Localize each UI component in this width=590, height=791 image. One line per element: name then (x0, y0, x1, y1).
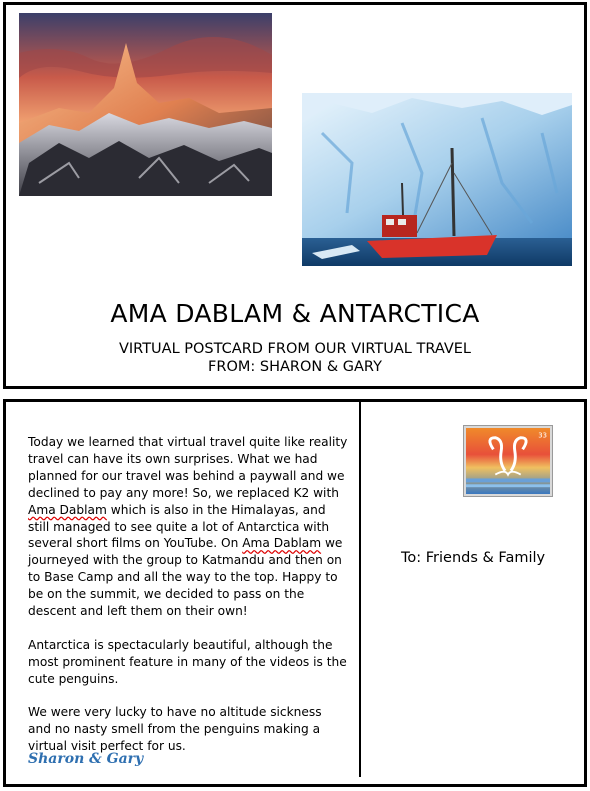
postcard-message (28, 434, 348, 772)
message-paragraph: Antarctica is spectacularly beautiful, although the most prominent feature in many of the videos is the cute penguins. (28, 637, 347, 686)
postcard-front (3, 2, 587, 389)
spellcheck-word: Ama Dablam (28, 502, 107, 517)
message-paragraph: Today we learned that virtual travel quite like reality travel can have its own surprises. What we had planned for our travel was behind a paywall and we declined to pay any more! So, we replaced K2 with Ama Dablam which is also in the Himalayas, and still managed to see quite a lot of Antarctica with several short films on YouTube. On Ama Dablam we journeyed with the group to Katmandu and then on to Base Camp and all the way to the top. Happy to be on the summit, we decided to pass on the descent and left them on their own! (28, 435, 348, 619)
postcard-title: AMA DABLAM & ANTARCTICA (110, 299, 480, 328)
postcard-subtitle: VIRTUAL POSTCARD FROM OUR VIRTUAL TRAVEL (118, 341, 471, 357)
signature: Sharon & Gary (28, 751, 144, 767)
message-paragraph: We were very lucky to have no altitude sickness and no nasty smell from the penguins making a virtual visit perfect for us. (28, 705, 322, 754)
swans-heart-stamp-icon (463, 425, 553, 497)
postcard-back (3, 399, 587, 787)
recipient-address: To: Friends & Family (401, 550, 546, 566)
icebreaker-ship-photo-icon (302, 93, 572, 266)
spellcheck-word: Ama Dablam (242, 536, 322, 551)
postcard-divider (359, 402, 361, 777)
stamp-value: 33 (538, 431, 547, 440)
mountain-photo-icon (19, 13, 272, 196)
postcard-from-line: FROM: SHARON & GARY (208, 359, 382, 375)
